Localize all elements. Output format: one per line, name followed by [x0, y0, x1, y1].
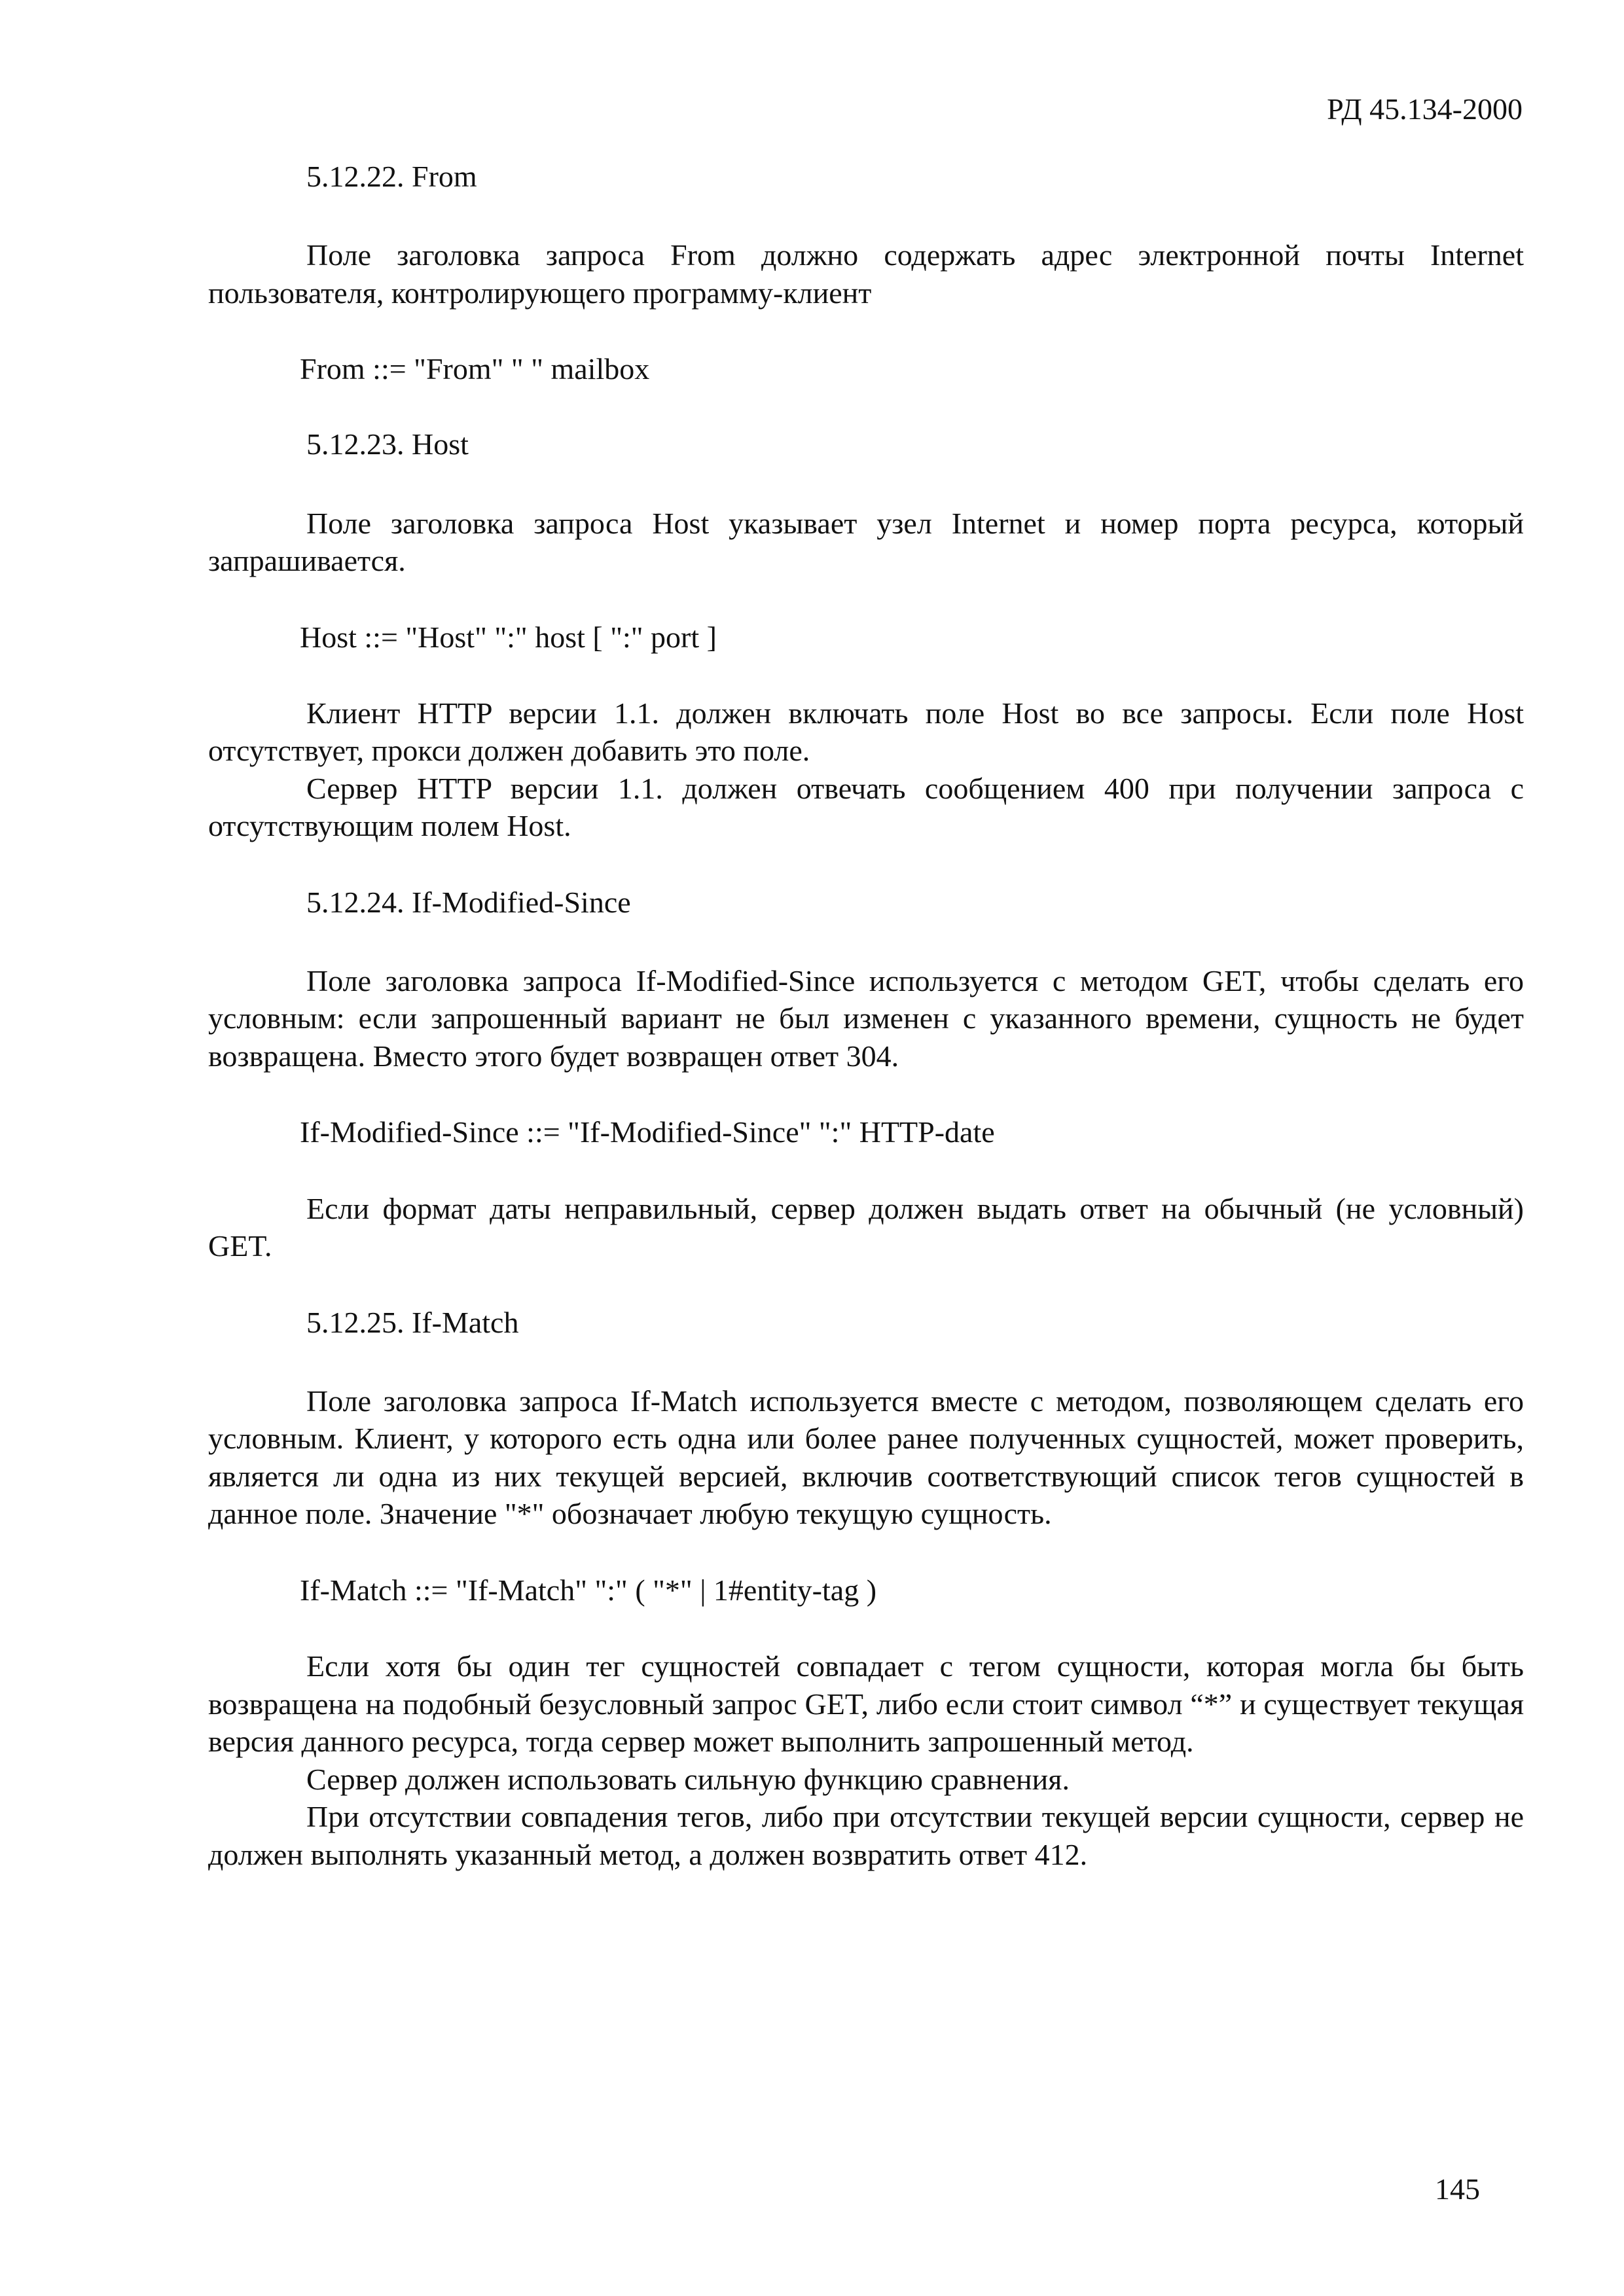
paragraph: При отсутствии совпадения тегов, либо при отсутствии текущей версии сущности, сервер не должен выполнять указанный метод, а должен возвратить ответ 412.: [208, 1800, 1524, 1871]
paragraph: Поле заголовка запроса If-Match используется вместе с методом, позволяющем сделать его условным. Клиент, у которого есть одна или более ранее полученных сущностей, может проверить, является ли одна из них текущей версией, включив соответствующий список тегов сущностей в данное поле. Значение "*" обозначает любую текущую сущность.: [208, 1384, 1524, 1531]
section-heading: 5.12.23. Host: [306, 427, 469, 461]
section-if-modified-since: [208, 884, 1524, 1304]
page-number: 145: [1435, 2172, 1480, 2206]
syntax-formula: From ::= "From" " " mailbox: [300, 352, 650, 386]
section-if-match: [208, 1304, 1524, 1873]
paragraph: Если формат даты неправильный, сервер должен выдать ответ на обычный (не условный) GET.: [208, 1191, 1524, 1263]
document-code: РД 45.134-2000: [1327, 92, 1523, 126]
section-heading: 5.12.22. From: [306, 160, 477, 193]
paragraph: Если хотя бы один тег сущностей совпадает с тегом сущности, которая могла бы быть возвращена на подобный безусловный запрос GET, либо если стоит символ “*” и существует текущая версия данного ресурса, тогда сервер может выполнить запрошенный метод.: [208, 1649, 1524, 1758]
page-content: [208, 158, 1524, 1873]
section-host: [208, 426, 1524, 884]
section-heading: 5.12.25. If-Match: [306, 1305, 519, 1339]
section-heading: 5.12.24. If-Modified-Since: [306, 885, 631, 919]
paragraph: Клиент HTTP версии 1.1. должен включать поле Host во все запросы. Если поле Host отсутствует, прокси должен добавить это поле.: [208, 696, 1524, 768]
syntax-formula: If-Modified-Since ::= "If-Modified-Since" ":" HTTP-date: [300, 1115, 995, 1149]
paragraph: Поле заголовка запроса If-Modified-Since используется с методом GET, чтобы сделать его условным: если запрошенный вариант не был изменен с указанного времени, сущность не будет возвращена. Вместо этого будет возвращен ответ 304.: [208, 963, 1524, 1073]
section-from: [208, 158, 1524, 426]
paragraph: Поле заголовка запроса From должно содержать адрес электронной почты Internet пользователя, контролирующего программу-клиент: [208, 238, 1524, 310]
syntax-formula: Host ::= "Host" ":" host [ ":" port ]: [300, 620, 717, 654]
syntax-formula: If-Match ::= "If-Match" ":" ( "*" | 1#entity-tag ): [300, 1573, 877, 1607]
paragraph: Сервер должен использовать сильную функцию сравнения.: [306, 1762, 1070, 1796]
paragraph: Поле заголовка запроса Host указывает узел Internet и номер порта ресурса, который запрашивается.: [208, 506, 1524, 578]
paragraph: Сервер HTTP версии 1.1. должен отвечать сообщением 400 при получении запроса с отсутствующим полем Host.: [208, 771, 1524, 843]
